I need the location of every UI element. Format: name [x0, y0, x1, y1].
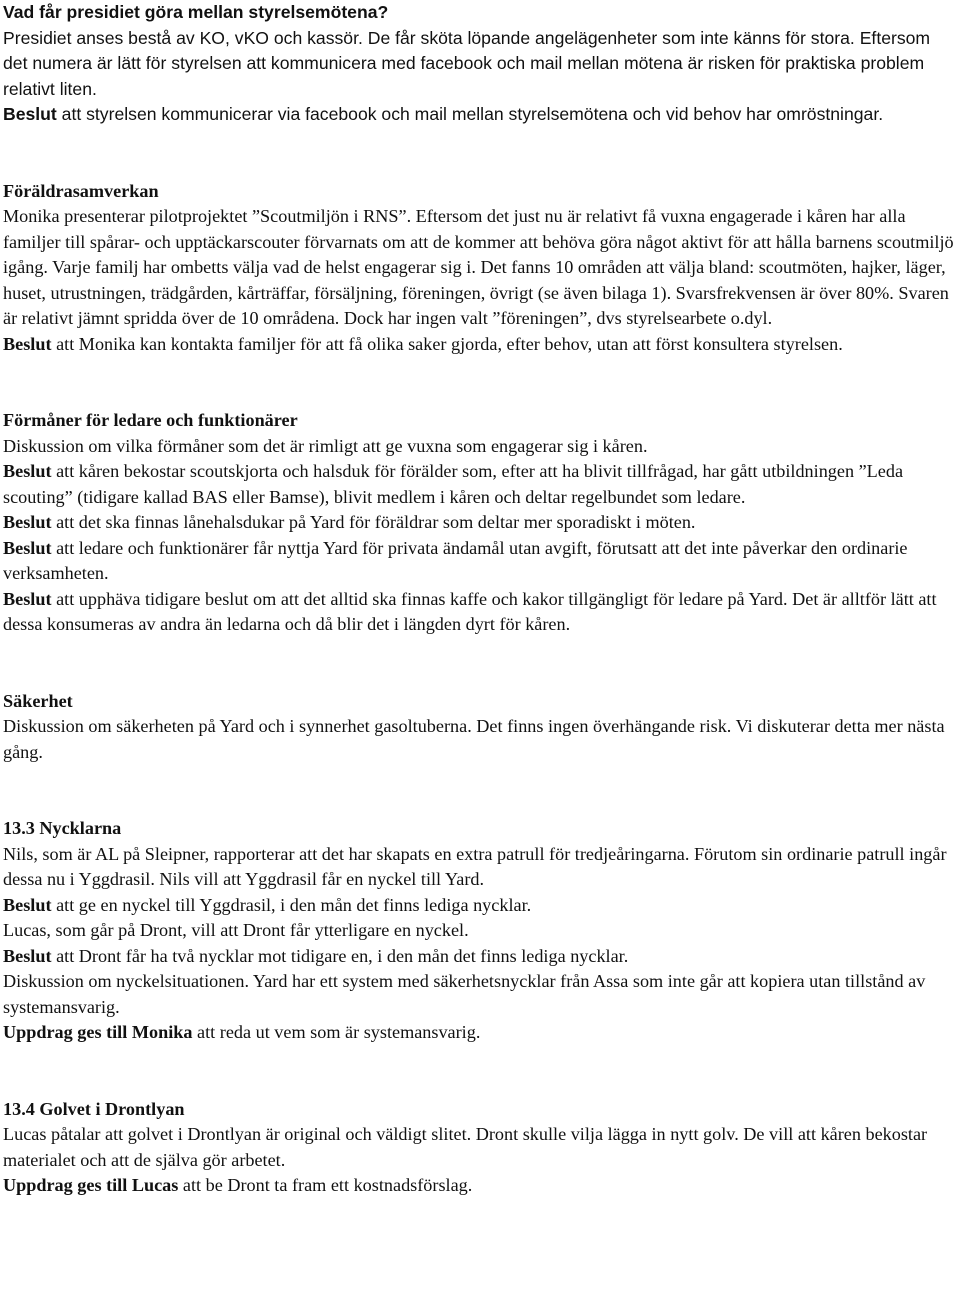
section-heading: Säkerhet — [3, 690, 73, 711]
section-benefits — [3, 408, 958, 638]
decision-label: Beslut — [3, 894, 52, 915]
decision-text: att Dront får ha två nycklar mot tidigare en, i den mån det finns lediga nycklar. — [51, 945, 629, 966]
decision-label: Beslut — [3, 945, 52, 966]
task-label: Uppdrag ges till Lucas — [3, 1175, 179, 1195]
task-label: Uppdrag ges till Monika — [3, 1022, 193, 1042]
decision — [3, 536, 958, 587]
paragraph: Diskussion om nyckelsituationen. Yard har ett system med säkerhetsnycklar från Assa som inte går att kopiera utan tillstånd av systemansvarig. — [3, 971, 926, 1017]
decision — [3, 332, 958, 358]
decision-label: Beslut — [3, 333, 52, 354]
decision-label: Beslut — [3, 461, 52, 481]
decision-label: Beslut — [3, 588, 52, 609]
decision-text: att upphäva tidigare beslut om att det alltid ska finnas kaffe och kakor tillgängligt för ledare på Yard. Det är alltför lätt att dessa konsumeras av andra än ledarna och då blir det i längden dyrt för kåren. — [3, 588, 937, 634]
task — [3, 1173, 958, 1199]
section-heading: 13.3 Nycklarna — [3, 818, 122, 838]
paragraph: Diskussion om säkerheten på Yard och i synnerhet gasoltuberna. Det finns ingen överhängande risk. Vi diskuterar detta mer nästa gång. — [3, 716, 945, 762]
decision — [3, 102, 958, 128]
decision-label: Beslut — [3, 512, 52, 532]
section-safety — [3, 689, 958, 766]
decision-text: att ledare och funktionärer får nyttja Yard för privata ändamål utan avgift, förutsatt att det inte påverkar den ordinarie verksamheten. — [3, 537, 908, 583]
decision-text: att styrelsen kommunicerar via facebook och mail mellan styrelsemötena och vid behov har omröstningar. — [56, 104, 884, 124]
decision-text: att ge en nyckel till Yggdrasil, i den mån det finns lediga nycklar. — [51, 894, 532, 915]
document — [3, 0, 958, 1199]
task-text: att be Dront ta fram ett kostnadsförslag. — [178, 1175, 473, 1195]
section-presidium — [3, 0, 958, 128]
decision-label: Beslut — [3, 104, 57, 124]
section-heading: Förmåner för ledare och funktionärer — [3, 410, 298, 430]
decision — [3, 587, 958, 638]
decision-text: att Monika kan kontakta familjer för att få olika saker gjorda, efter behov, utan att först konsultera styrelsen. — [51, 333, 843, 354]
section-heading: Vad får presidiet göra mellan styrelsemötena? — [3, 2, 389, 22]
paragraph: Nils, som är AL på Sleipner, rapporterar att det har skapats en extra patrull för tredjeåringarna. Förutom sin ordinarie patrull ingår dessa nu i Yggdrasil. Nils vill att Yggdrasil får en nyckel till Yard. — [3, 843, 947, 889]
paragraph: Lucas, som går på Dront, vill att Dront får ytterligare en nyckel. — [3, 920, 469, 940]
section-heading: Föräldrasamverkan — [3, 180, 159, 201]
section-keys — [3, 816, 958, 1046]
section-floor — [3, 1097, 958, 1199]
paragraph: Lucas påtalar att golvet i Drontlyan är original och väldigt slitet. Dront skulle vilja lägga in nytt golv. De vill att kåren bekostar materialet och att de själva gör arbetet. — [3, 1124, 928, 1170]
section-heading: 13.4 Golvet i Drontlyan — [3, 1098, 185, 1119]
section-parents — [3, 179, 958, 358]
decision — [3, 459, 958, 510]
paragraph: Diskussion om vilka förmåner som det är rimligt att ge vuxna som engagerar sig i kåren. — [3, 435, 648, 456]
decision-text: att kåren bekostar scoutskjorta och halsduk för förälder som, efter att ha blivit tillfrågad, har gått utbildningen ”Leda scouting” (tidigare kallad BAS eller Bamse), blivit medlem i kåren och deltar regelbundet som ledare. — [3, 461, 904, 507]
decision — [3, 510, 958, 536]
decision — [3, 893, 958, 919]
decision — [3, 944, 958, 970]
paragraph: Presidiet anses bestå av KO, vKO och kassör. De får sköta löpande angelägenheter som inte känns för stora. Eftersom det numera är lätt för styrelsen att kommunicera med facebook och mail mellan mötena är risken för praktiska problem relativt liten. — [3, 27, 931, 99]
decision-text: att det ska finnas lånehalsdukar på Yard för föräldrar som deltar mer sporadiskt i möten. — [51, 512, 696, 532]
task — [3, 1020, 958, 1046]
decision-label: Beslut — [3, 537, 52, 558]
paragraph: Monika presenterar pilotprojektet ”Scoutmiljön i RNS”. Eftersom det just nu är relativt få vuxna engagerade i kåren har alla familjer till spårar- och upptäckarscouter förvarnats om att de kommer att behöva göra något aktivt för att hålla barnens scoutmiljö igång. Varje familj har ombetts välja vad de helst engagerar sig i. Det fanns 10 områden att välja bland: scoutmöten, hajker, läger, huset, utrustningen, trädgården, kårträffar, försäljning, föreningen, övrigt (se även bilaga 1). Svarsfrekvensen är över 80%. Svaren är relativt jämnt spridda över de 10 områdena. Dock har ingen valt ”föreningen”, dvs styrelsearbete o.dyl. — [3, 206, 954, 328]
task-text: att reda ut vem som är systemansvarig. — [192, 1022, 481, 1042]
